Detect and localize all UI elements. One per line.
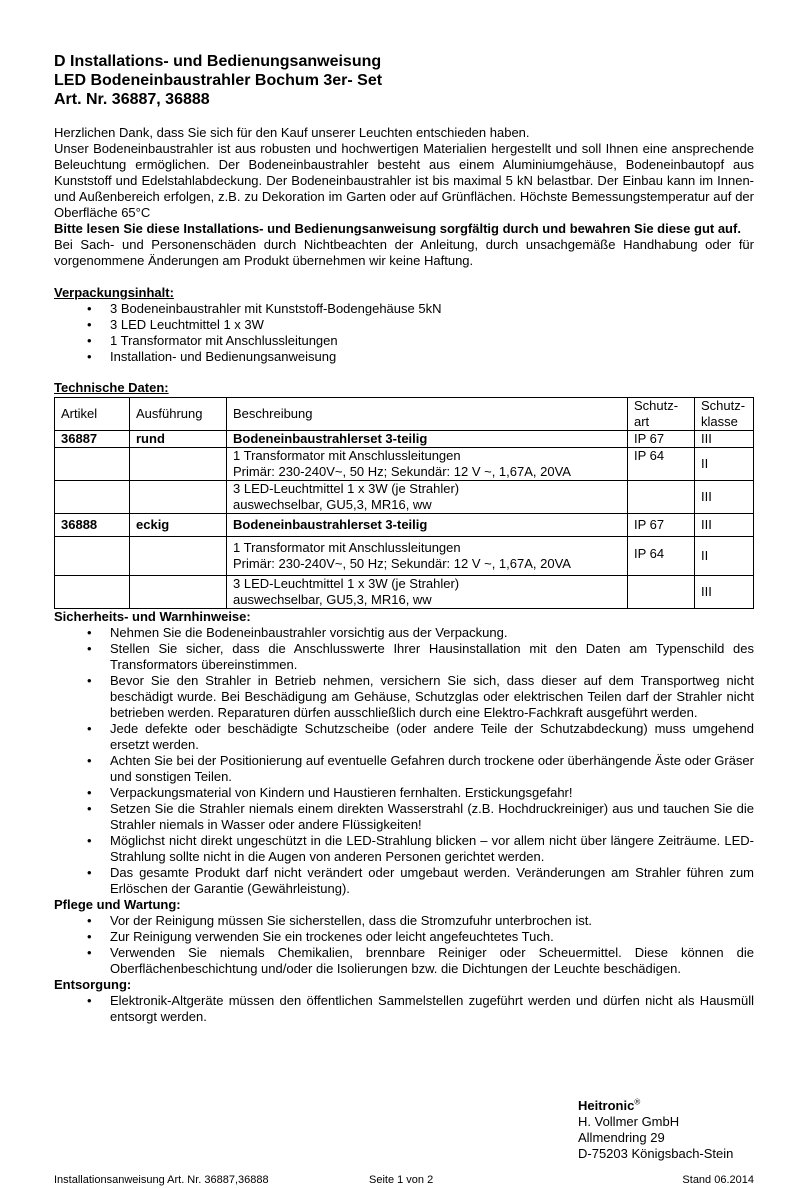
cell-ausfuehrung: rund xyxy=(130,431,227,448)
table-header-row xyxy=(55,398,754,431)
cell-artikel xyxy=(55,537,130,576)
desc-line-2: auswechselbar, GU5,3, MR16, ww xyxy=(233,592,432,607)
intro-description: Unser Bodeneinbaustrahler ist aus robusten und hochwertigen Materialien hergestellt und soll Ihnen eine ansprechende Beleuchtung ermöglichen. Der Bodeneinbaustrahler besteht aus einem Aluminiumgehäuse, Bodeneinbautopf aus Kunststoff und Edelstahlabdeckung. Der Bodeneinbaustrahler ist bis maximal 5 kN belastbar. Der Einbau kann im Innen- und Außenbereich erfolgen, z.B. zu Dekoration im Garten oder auf Grünflächen. Höchste Bemessungstemperatur auf der Oberfläche 65°C xyxy=(54,141,754,220)
table-row xyxy=(55,431,754,448)
header-schutzklasse-1: Schutz- xyxy=(701,398,746,413)
company-street: Allmendring 29 xyxy=(578,1130,665,1145)
desc-line-2: auswechselbar, GU5,3, MR16, ww xyxy=(233,497,432,512)
cell-artikel: 36887 xyxy=(55,431,130,448)
cell-schutzart: IP 64 xyxy=(628,448,695,481)
disposal-title: Entsorgung: xyxy=(54,977,132,992)
desc-line-1: 3 LED-Leuchtmittel 1 x 3W (je Strahler) xyxy=(233,576,460,591)
footer-date: Stand 06.2014 xyxy=(682,1174,754,1186)
list-item: • Elektronik-Altgeräte müssen den öffentlichen Sammelstellen zugeführt werden und dürfen nicht als Hausmüll entsorgt werden. xyxy=(54,993,754,1025)
packaging-list xyxy=(54,301,754,365)
brand-text: Heitronic xyxy=(578,1098,635,1113)
company-name: H. Vollmer GmbH xyxy=(578,1114,680,1129)
list-item: • Nehmen Sie die Bodeneinbaustrahler vorsichtig aus der Verpackung. xyxy=(54,625,754,641)
list-item: • Verpackungsmaterial von Kindern und Haustieren fernhalten. Erstickungsgefahr! xyxy=(54,785,754,801)
intro-read-notice: Bitte lesen Sie diese Installations- und Bedienungsanweisung sorgfältig durch und bewahren Sie diese gut auf. xyxy=(54,221,741,236)
list-item: • 3 LED Leuchtmittel 1 x 3W xyxy=(54,317,754,333)
cell-schutzart: IP 67 xyxy=(628,514,695,537)
intro-section xyxy=(54,125,754,269)
cell-schutzklasse: II xyxy=(695,448,754,481)
desc-line-1: 3 LED-Leuchtmittel 1 x 3W (je Strahler) xyxy=(233,481,460,496)
cell-schutzklasse: III xyxy=(695,431,754,448)
header-schutzart xyxy=(628,398,695,431)
list-item: • Vor der Reinigung müssen Sie sicherstellen, dass die Stromzufuhr unterbrochen ist. xyxy=(54,913,754,929)
list-item: • Möglichst nicht direkt ungeschützt in die LED-Strahlung blicken – vor allem nicht über längere Zeiträume. LED-Strahlung sollte nicht in die Augen von anderen Personen gerichtet werden. xyxy=(54,833,754,865)
header-schutzklasse xyxy=(695,398,754,431)
cell-schutzklasse: III xyxy=(695,576,754,609)
cell-beschreibung: Bodeneinbaustrahlerset 3-teilig xyxy=(227,514,628,537)
cell-beschreibung xyxy=(227,537,628,576)
cell-beschreibung xyxy=(227,576,628,609)
footer-page-number: Seite 1 von 2 xyxy=(369,1174,434,1186)
safety-list xyxy=(54,625,754,897)
cell-schutzart: IP 64 xyxy=(628,537,695,576)
table-row xyxy=(55,537,754,576)
list-item: • Stellen Sie sicher, dass die Anschlusswerte Ihrer Hausinstallation mit den Daten am Typenschild des Transformators übereinstimmen. xyxy=(54,641,754,673)
cell-beschreibung: Bodeneinbaustrahlerset 3-teilig xyxy=(227,431,628,448)
tech-table xyxy=(54,397,754,609)
table-row xyxy=(55,448,754,481)
table-row xyxy=(55,514,754,537)
footer-document: Installationsanweisung Art. Nr. 36887,36888 xyxy=(54,1174,269,1186)
list-item: • 1 Transformator mit Anschlussleitungen xyxy=(54,333,754,349)
desc-line-2: Primär: 230-240V~, 50 Hz; Sekundär: 12 V ~, 1,67A, 20VA xyxy=(233,464,571,479)
desc-line-1: 1 Transformator mit Anschlussleitungen xyxy=(233,448,461,463)
list-item: • Verwenden Sie niemals Chemikalien, brennbare Reiniger oder Scheuermittel. Diese können die Oberflächenbeschichtung und/oder die Isolierungen bzw. die Dichtungen der Leuchte beschädigen. xyxy=(54,945,754,977)
cell-schutzart xyxy=(628,576,695,609)
packaging-title: Verpackungsinhalt: xyxy=(54,285,174,300)
list-item: • Setzen Sie die Strahler niemals einem direkten Wasserstrahl (z.B. Hochdruckreiniger) aus und tauchen Sie die Strahler niemals in Wasser oder andere Flüssigkeiten! xyxy=(54,801,754,833)
list-item: • Bevor Sie den Strahler in Betrieb nehmen, versichern Sie sich, dass dieser auf dem Transportweg nicht beschädigt wurde. Bei Beschädigung am Gehäuse, Schutzglas oder elektrischen Teilen darf der Strahler nicht betrieben werden. Reparaturen dürfen ausschließlich durch eine Elektro-Fachkraft ausgeführt werden. xyxy=(54,673,754,721)
list-item: • Achten Sie bei der Positionierung auf eventuelle Gefahren durch trockene oder überhängende Äste oder Gräser und sonstigen Teilen. xyxy=(54,753,754,785)
disposal-list xyxy=(54,993,754,1025)
desc-line-1: 1 Transformator mit Anschlussleitungen xyxy=(233,540,461,555)
care-title: Pflege und Wartung: xyxy=(54,897,181,912)
cell-ausfuehrung xyxy=(130,537,227,576)
cell-beschreibung xyxy=(227,448,628,481)
header-artikel: Artikel xyxy=(55,398,130,431)
cell-schutzklasse: II xyxy=(695,537,754,576)
cell-artikel xyxy=(55,576,130,609)
list-item: • Zur Reinigung verwenden Sie ein trockenes oder leicht angefeuchtetes Tuch. xyxy=(54,929,754,945)
cell-artikel xyxy=(55,448,130,481)
company-city: D-75203 Königsbach-Stein xyxy=(578,1146,734,1161)
title-line-3: Art. Nr. 36887, 36888 xyxy=(54,91,210,108)
title-line-1: D Installations- und Bedienungsanweisung xyxy=(54,53,382,70)
cell-schutzklasse: III xyxy=(695,514,754,537)
cell-artikel xyxy=(55,481,130,514)
list-item: • Das gesamte Produkt darf nicht verändert oder umgebaut werden. Veränderungen am Strahler führen zum Erlöschen der Garantie (Gewährleistung). xyxy=(54,865,754,897)
company-address xyxy=(578,1098,733,1162)
header-schutzart-1: Schutz- xyxy=(634,398,679,413)
cell-ausfuehrung: eckig xyxy=(130,514,227,537)
title-line-2: LED Bodeneinbaustrahler Bochum 3er- Set xyxy=(54,72,383,89)
table-row xyxy=(55,481,754,514)
care-list xyxy=(54,913,754,977)
table-row xyxy=(55,576,754,609)
list-item: • Jede defekte oder beschädigte Schutzscheibe (oder andere Teile der Schutzabdeckung) muss umgehend ersetzt werden. xyxy=(54,721,754,753)
cell-artikel: 36888 xyxy=(55,514,130,537)
cell-ausfuehrung xyxy=(130,448,227,481)
intro-thanks: Herzlichen Dank, dass Sie sich für den Kauf unserer Leuchten entschieden haben. xyxy=(54,125,530,140)
document-page xyxy=(54,52,754,1025)
cell-schutzart xyxy=(628,481,695,514)
safety-title: Sicherheits- und Warnhinweise: xyxy=(54,609,251,624)
header-ausfuehrung: Ausführung xyxy=(130,398,227,431)
header-schutzklasse-2: klasse xyxy=(701,414,738,429)
cell-schutzart: IP 67 xyxy=(628,431,695,448)
brand-name xyxy=(578,1098,733,1114)
list-item: • Installation- und Bedienungsanweisung xyxy=(54,349,754,365)
registered-mark: ® xyxy=(634,1097,641,1107)
cell-ausfuehrung xyxy=(130,576,227,609)
document-title xyxy=(54,52,754,109)
list-item: • 3 Bodeneinbaustrahler mit Kunststoff-Bodengehäuse 5kN xyxy=(54,301,754,317)
cell-schutzklasse: III xyxy=(695,481,754,514)
desc-line-2: Primär: 230-240V~, 50 Hz; Sekundär: 12 V ~, 1,67A, 20VA xyxy=(233,556,571,571)
cell-ausfuehrung xyxy=(130,481,227,514)
cell-beschreibung xyxy=(227,481,628,514)
intro-liability: Bei Sach- und Personenschäden durch Nichtbeachten der Anleitung, durch unsachgemäße Handhabung oder für vorgenommene Änderungen am Produkt übernehmen wir keine Haftung. xyxy=(54,237,754,268)
tech-title: Technische Daten: xyxy=(54,380,169,395)
header-beschreibung: Beschreibung xyxy=(227,398,628,431)
header-schutzart-2: art xyxy=(634,414,650,429)
